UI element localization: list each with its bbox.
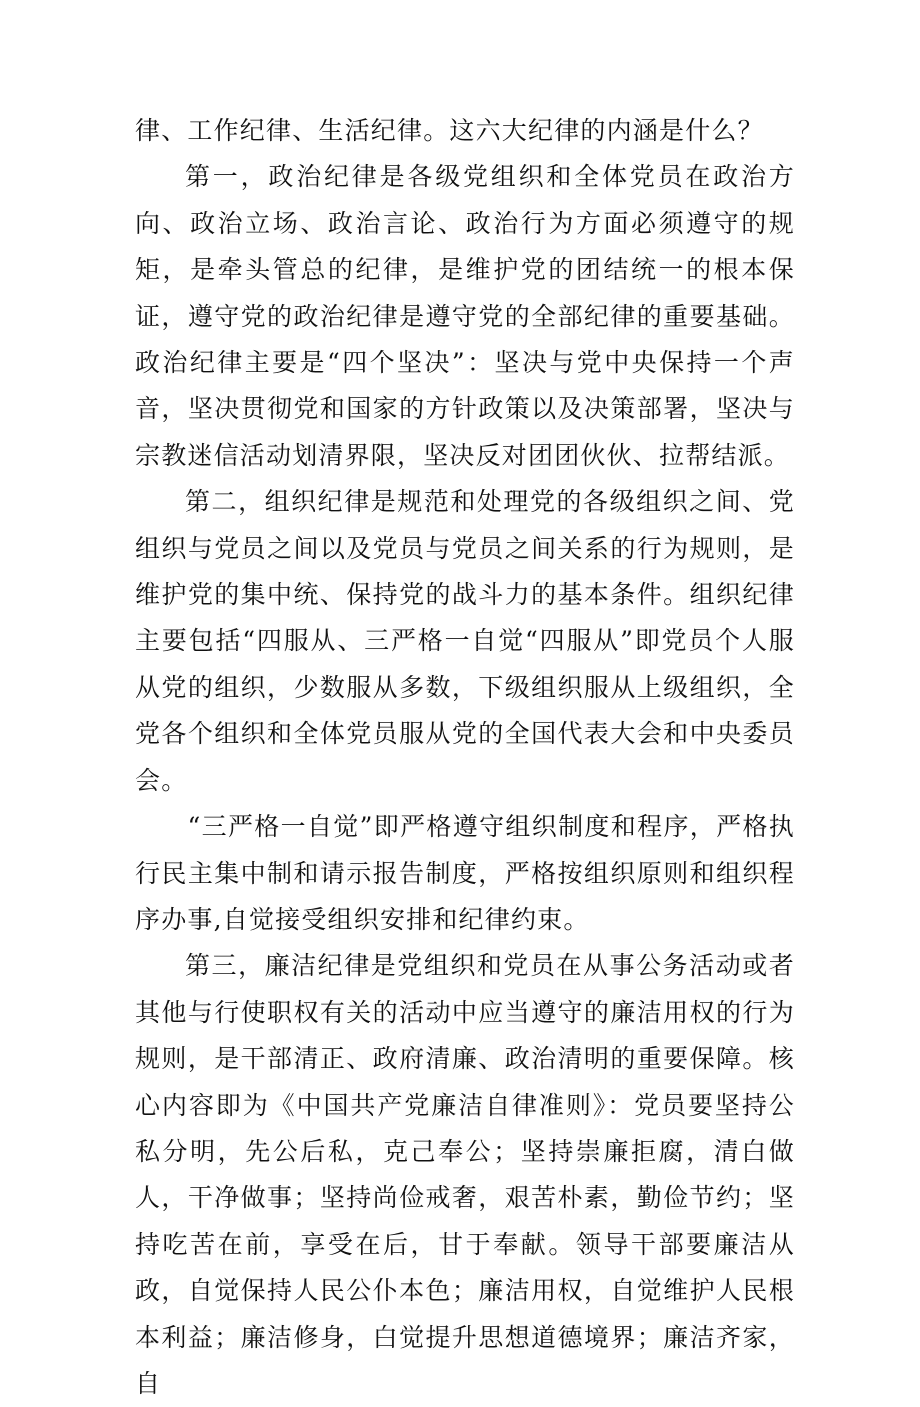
paragraph-continuation: 律、工作纪律、生活纪律。这六大纪律的内涵是什么？	[135, 116, 764, 145]
paragraph-integrity-discipline: 第三，廉洁纪律是党组织和党员在从事公务活动或者其他与行使职权有关的活动中应当遵守的廉洁用权的行为规则，是干部清正、政府清廉、政治清明的重要保障。核心内容即为《中国共产党廉洁自律准则》：党员要坚持公私分明，先公后私，克己奉公；坚持崇廉拒腐，清白做人，干净做事；坚持尚俭戒奢，艰苦朴素，勤俭节约；坚持吃苦在前，享受在后，甘于奉献。领导干部要廉洁从政，自觉保持人民公仆本色；廉洁用权，自觉维护人民根本利益；廉洁修身，白觉提升思想道德境界；廉洁齐家，自	[135, 951, 795, 1398]
paragraph-organizational-discipline: 第二，组织纪律是规范和处理党的各级组织之间、党组织与党员之间以及党员与党员之间关系的行为规则，是维护党的集中统、保持党的战斗力的基本条件。组织纪律主要包括“四服从、三严格一自觉“四服从”即党员个人服从党的组织，少数服从多数，下级组织服从上级组织，全党各个组织和全体党员服从党的全国代表大会和中央委员会。	[135, 487, 795, 795]
paragraph-three-strict-one-conscious: “三严格一自觉”即严格遵守组织制度和程序，严格执行民主集中制和请示报告制度，严格按组织原则和组织程序办事,自觉接受组织安排和纪律约束。	[135, 812, 795, 934]
document-body	[135, 108, 795, 1407]
paragraph-political-discipline: 第一，政治纪律是各级党组织和全体党员在政治方向、政治立场、政治言论、政治行为方面必须遵守的规矩，是牵头管总的纪律，是维护党的团结统一的根本保证，遵守党的政治纪律是遵守党的全部纪律的重要基础。政治纪律主要是“四个坚决”：坚决与党中央保持一个声音，坚决贯彻党和国家的方针政策以及决策部署，坚决与宗教迷信活动划清界限，坚决反对团团伙伙、拉帮结派。	[135, 162, 795, 470]
